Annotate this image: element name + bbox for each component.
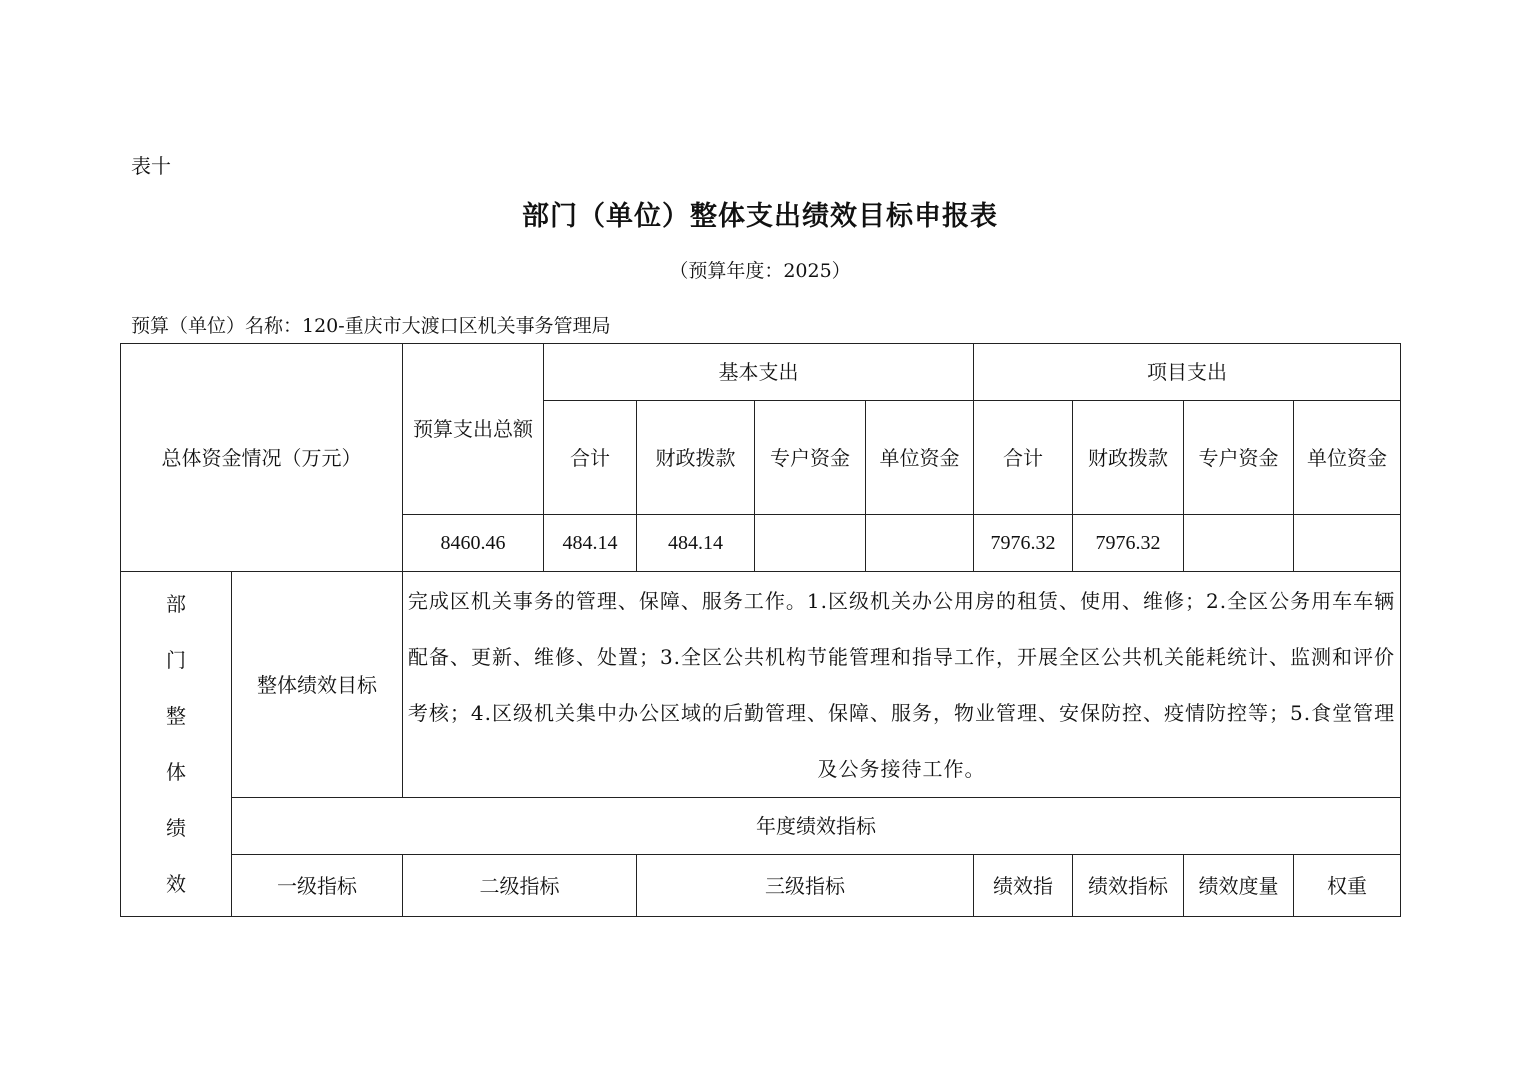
perf-measure-header: 绩效度量 (1184, 855, 1294, 917)
annual-indicators-label: 年度绩效指标 (232, 798, 1401, 855)
project-total-header: 合计 (974, 401, 1073, 515)
total-budget-label: 预算支出总额 (403, 344, 544, 515)
basic-expense-label: 基本支出 (544, 344, 974, 401)
table-label: 表十 (131, 154, 171, 178)
basic-total-value: 484.14 (544, 515, 637, 572)
project-special-value (1184, 515, 1294, 572)
basic-fiscal-header: 财政拨款 (637, 401, 755, 515)
project-unit-header: 单位资金 (1294, 401, 1401, 515)
perf-value-header: 绩效指标 (1073, 855, 1184, 917)
budget-year: （预算年度：2025） (669, 260, 851, 282)
funds-section-label: 总体资金情况（万元） (121, 344, 403, 572)
level2-indicator-header: 二级指标 (403, 855, 637, 917)
performance-report-table (120, 343, 1401, 917)
perf-index-header: 绩效指 (974, 855, 1073, 917)
project-fiscal-value: 7976.32 (1073, 515, 1184, 572)
basic-unit-value (866, 515, 974, 572)
basic-fiscal-value: 484.14 (637, 515, 755, 572)
document-title: 部门（单位）整体支出绩效目标申报表 (522, 201, 998, 232)
department-performance-side-label: 部 门 整 体 绩 效 (121, 572, 232, 917)
total-budget-value: 8460.46 (403, 515, 544, 572)
basic-special-header: 专户资金 (755, 401, 866, 515)
overall-goal-label: 整体绩效目标 (232, 572, 403, 798)
level1-indicator-header: 一级指标 (232, 855, 403, 917)
unit-name: 预算（单位）名称：120-重庆市大渡口区机关事务管理局 (131, 315, 611, 337)
weight-header: 权重 (1294, 855, 1401, 917)
project-fiscal-header: 财政拨款 (1073, 401, 1184, 515)
basic-unit-header: 单位资金 (866, 401, 974, 515)
project-expense-label: 项目支出 (974, 344, 1401, 401)
overall-goal-text: 完成区机关事务的管理、保障、服务工作。1.区级机关办公用房的租赁、使用、维修；2.全区公务用车车辆配备、更新、维修、处置；3.全区公共机构节能管理和指导工作，开展全区公共机关能耗统计、监测和评价考核；4.区级机关集中办公区域的后勤管理、保障、服务，物业管理、安保防控、疫情防控等；5.食堂管理及公务接待工作。 (403, 572, 1401, 798)
project-special-header: 专户资金 (1184, 401, 1294, 515)
level3-indicator-header: 三级指标 (637, 855, 974, 917)
basic-total-header: 合计 (544, 401, 637, 515)
basic-special-value (755, 515, 866, 572)
project-unit-value (1294, 515, 1401, 572)
project-total-value: 7976.32 (974, 515, 1073, 572)
